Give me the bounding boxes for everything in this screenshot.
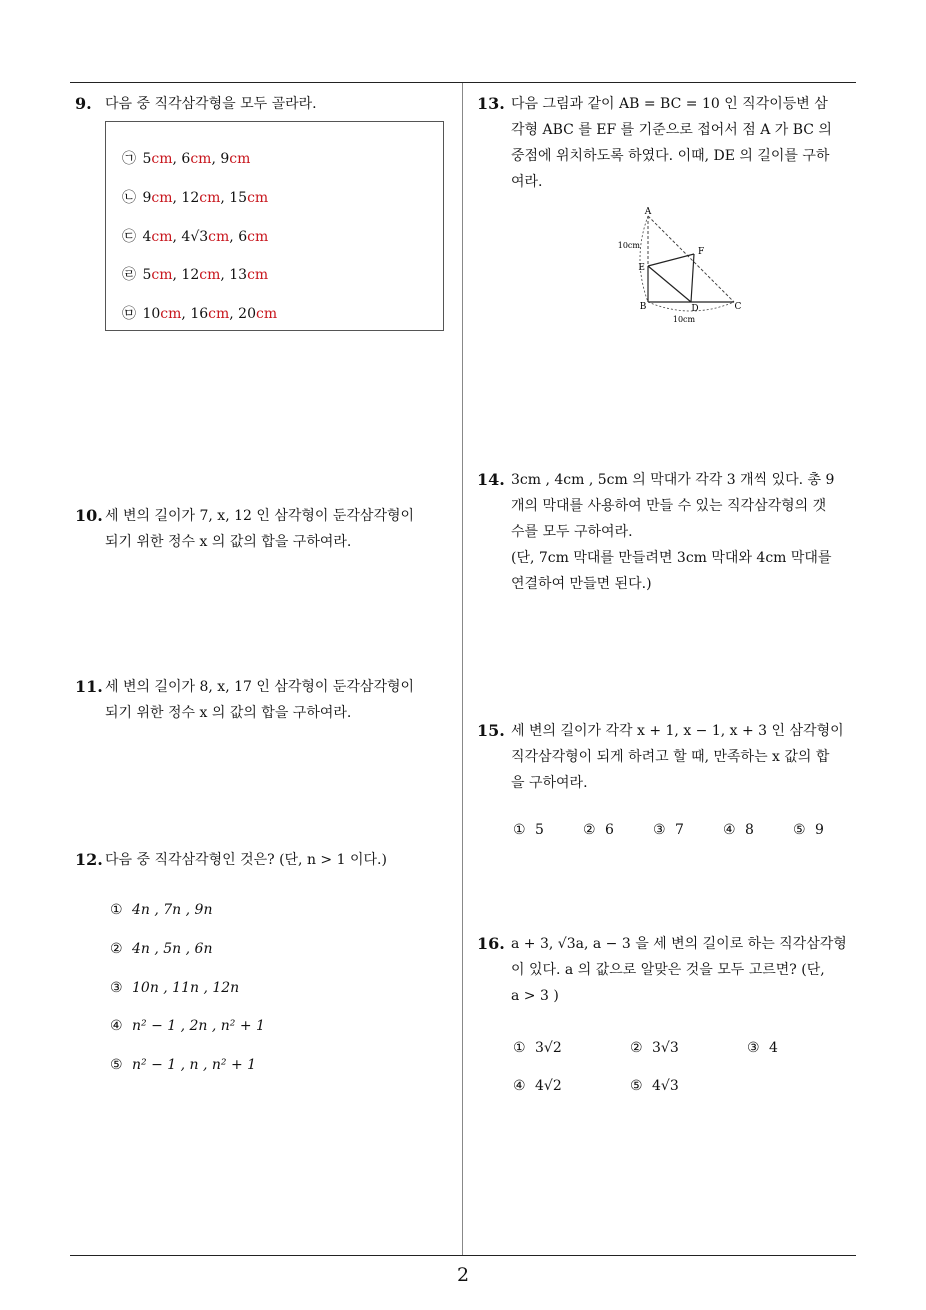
question-text-line: 여라. [511,174,543,190]
column-divider [462,83,463,1255]
question-text-line: 세 변의 길이가 8, x, 17 인 삼각형이 둔각삼각형이 [105,679,415,695]
label-b: B [639,302,647,312]
question-text-line: a > 3 ) [511,988,559,1004]
item-mark: ㉤ [122,306,136,322]
question-9 [75,91,455,117]
label-ab-length: 10cm [618,241,640,250]
box-item: ㉣ 5cm, 12cm, 13cm [122,264,268,284]
question-text-line: 수를 모두 구하여라. [511,524,633,540]
page-number: 2 [456,1264,470,1286]
segment-fd [691,254,694,302]
choice-5: ⑤ 4√3 [630,1078,679,1094]
box-item: ㉡ 9cm, 12cm, 15cm [122,187,268,207]
question-number: 11. [75,677,103,696]
choice-5: ⑤ 9 [793,822,824,838]
choice-4: ④ 8 [723,822,754,838]
question-text-line: 세 변의 길이가 각각 x + 1, x − 1, x + 3 인 삼각형이 [511,723,844,739]
segment-ef [648,254,694,266]
choice-1: ① 3√2 [513,1040,562,1056]
question-text: 다음 중 직각삼각형을 모두 골라라. [105,96,317,112]
folded-triangle-figure [618,204,748,326]
item-mark: ㉡ [122,190,136,206]
label-a: A [644,207,652,217]
question-number: 13. [477,94,505,113]
question-10 [75,503,460,555]
question-text-line: 각형 ABC 를 EF 를 기준으로 접어서 점 A 가 BC 의 [511,122,832,138]
label-e: E [638,263,645,273]
question-text-line: 3cm , 4cm , 5cm 의 막대가 각각 3 개씩 있다. 총 9 [511,472,835,488]
top-rule [70,82,856,83]
choice-2: ② 4n , 5n , 6n [110,941,213,957]
question-text-line: 되기 위한 정수 x 의 값의 합을 구하여라. [105,705,352,721]
box-item: ㉤ 10cm, 16cm, 20cm [122,303,277,323]
choice-5: ⑤ n² − 1 , n , n² + 1 [110,1057,257,1073]
choice-4: ④ n² − 1 , 2n , n² + 1 [110,1018,265,1034]
question-number: 16. [477,934,505,953]
question-number: 15. [477,721,505,740]
question-text-line: 개의 막대를 사용하여 만들 수 있는 직각삼각형의 갯 [511,498,827,514]
choice-2: ② 3√3 [630,1040,679,1056]
question-text-line: 되기 위한 정수 x 의 값의 합을 구하여라. [105,534,352,550]
question-text-line: 이 있다. a 의 값으로 알맞은 것을 모두 고르면? (단, [511,962,825,978]
question-text-line: 연결하여 만들면 된다.) [511,576,652,592]
choice-3: ③ 7 [653,822,684,838]
question-13 [477,91,862,195]
choice-1: ① 4n , 7n , 9n [110,902,213,918]
segment-ac [648,216,734,302]
question-11 [75,674,460,726]
question-text: 다음 중 직각삼각형인 것은? (단, n > 1 이다.) [105,852,387,868]
box-item: ㉠ 5cm, 6cm, 9cm [122,148,250,168]
choice-1: ① 5 [513,822,544,838]
segment-ed [648,266,691,302]
question-text-line: 직각삼각형이 되게 하려고 할 때, 만족하는 x 값의 합 [511,749,830,765]
box-item: ㉢ 4cm, 4√3cm, 6cm [122,226,268,246]
question-text-line: (단, 7cm 막대를 만들려면 3cm 막대와 4cm 막대를 [511,550,832,566]
question-12 [75,847,460,873]
label-d: D [691,304,699,314]
question-15 [477,718,862,796]
item-mark: ㉢ [122,229,136,245]
choice-3: ③ 4 [747,1040,778,1056]
label-f: F [698,247,705,257]
question-number: 10. [75,506,103,525]
question-text-line: 을 구하여라. [511,775,588,791]
arc-ab [640,216,648,302]
label-bc-length: 10cm [672,315,696,324]
choice-2: ② 6 [583,822,614,838]
question-number: 9. [75,94,92,113]
question-16 [477,931,862,1009]
choice-3: ③ 10n , 11n , 12n [110,980,240,996]
item-mark: ㉣ [122,267,136,283]
question-number: 14. [477,470,505,489]
label-c: C [734,302,742,312]
question-text-line: 다음 그림과 같이 AB = BC = 10 인 직각이등변 삼 [511,96,828,112]
question-9-box [105,121,444,331]
question-text-line: 세 변의 길이가 7, x, 12 인 삼각형이 둔각삼각형이 [105,508,415,524]
bottom-rule [70,1255,856,1256]
question-number: 12. [75,850,103,869]
question-text-line: 중점에 위치하도록 하였다. 이때, DE 의 길이를 구하 [511,148,830,164]
choice-4: ④ 4√2 [513,1078,562,1094]
item-mark: ㉠ [122,151,136,167]
question-text-line: a + 3, √3a, a − 3 을 세 변의 길이로 하는 직각삼각형 [511,936,847,952]
question-14 [477,467,862,597]
